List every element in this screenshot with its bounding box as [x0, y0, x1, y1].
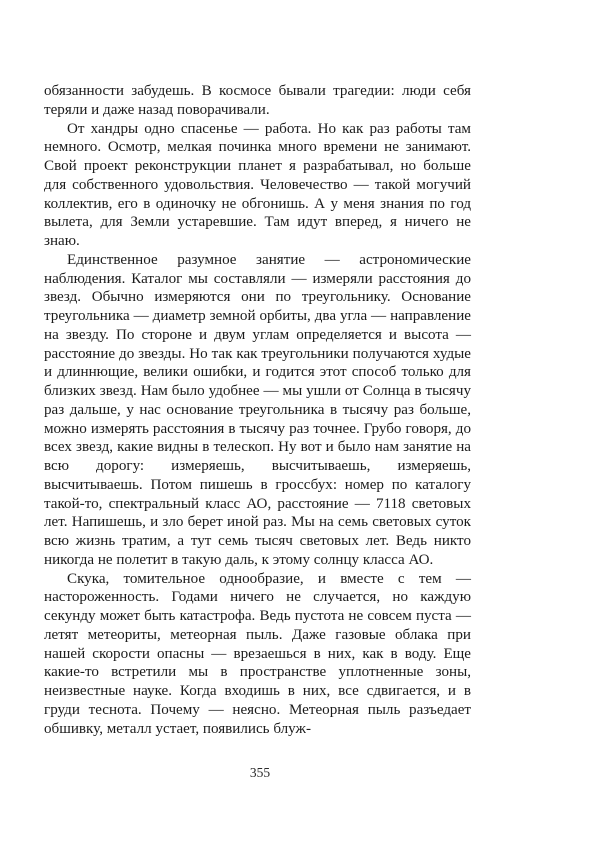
paragraph-2: От хандры одно спасенье — работа. Но как раз работы там немного. Осмотр, мелкая починка много времени не занимают. Свой проект реконструкции планет я разрабатывал, но больше для собственного удовольствия. Человечество — такой могучий коллектив, его в одиночку не обгонишь. А у меня знания по год вылета, для Земли устаревшие. Там идут вперед, я ничего не знаю.: [44, 120, 471, 249]
paragraph-4: Скука, томительное однообразие, и вместе с тем — настороженность. Годами ничего не случается, но каждую секунду может быть катастрофа. Ведь пустота не совсем пуста — летят метеориты, метеорная пыль. Даже газовые облака при нашей скорости опасны — врезаешься в них, как в воду. Еще какие-то встретили мы в пространстве уплотненные зоны, неизвестные науке. Когда входишь в них, все сдвигается, и в груди теснота. Почему — неясно. Метеорная пыль разъедает обшивку, металл устает, появились блуж-: [44, 570, 471, 737]
paragraph-3: Единственное разумное занятие — астрономические наблюдения. Каталог мы составляли — измеряли расстояния до звезд. Обычно измеряются они по треугольнику. Основание треугольника — диаметр земной орбиты, два угла — направление на звезду. По стороне и двум углам определяется и высота — расстояние до звезды. Но так как треугольники получаются худые и длиннющие, велики ошибки, и годится этот способ только для близких звезд. Нам было удобнее — мы ушли от Солнца в тысячу раз дальше, у нас основание треугольника в тысячу раз больше, можно измерять расстояния в тысячу раз точнее. Грубо говоря, до всех звезд, какие видны в телескоп. Ну вот и было нам занятие на всю дорогу: измеряешь, высчитываешь, измеряешь, высчитываешь. Потом пишешь в гроссбух: номер по каталогу такой-то, спектральный класс АО, расстояние — 7118 световых лет. Напишешь, и зло берет иной раз. Мы на семь световых суток всю жизнь тратим, а тут семь тысяч световых лет. Ведь никто никогда не полетит в такую даль, к этому солнцу класса АО.: [44, 251, 471, 568]
page-number: 355: [249, 765, 271, 780]
paragraph-1: обязанности забудешь. В космосе бывали трагедии: люди себя теряли и даже назад поворачивали.: [44, 83, 471, 118]
body-text-column: [44, 82, 471, 738]
